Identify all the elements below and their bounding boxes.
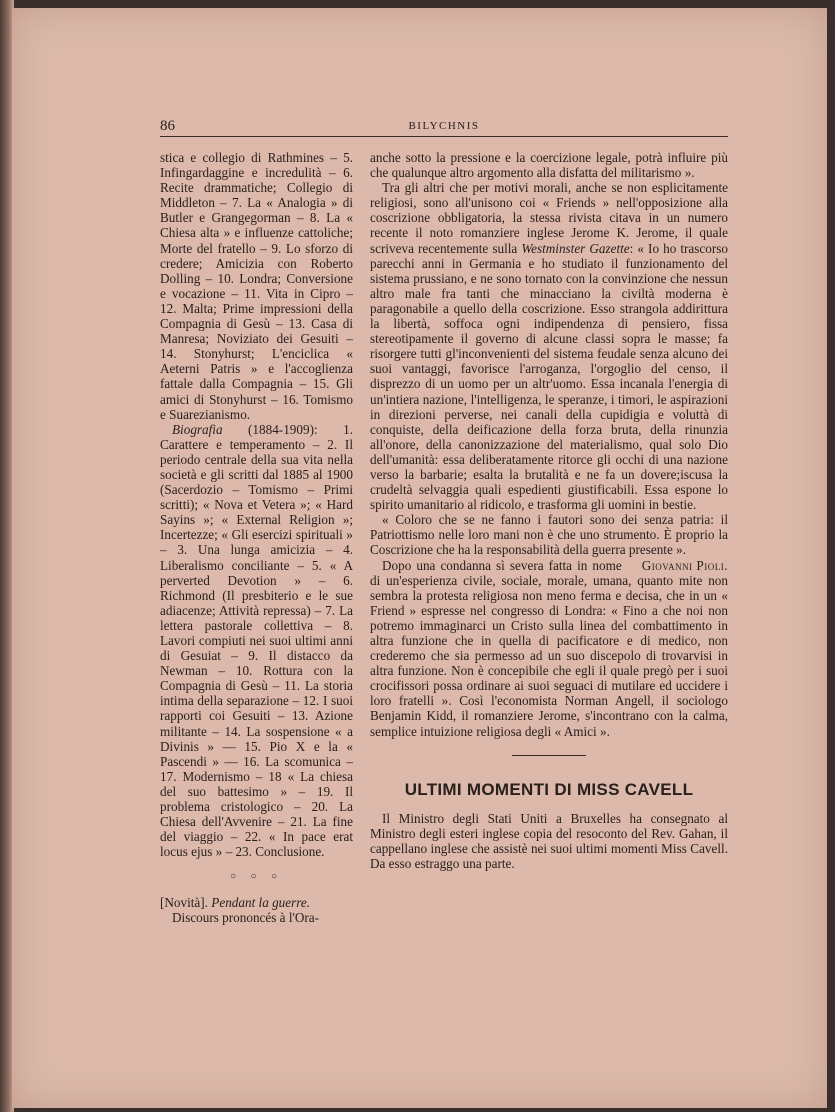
novita-text: Discours prononcés à l'Ora- [172, 909, 320, 925]
running-head: BILYCHNIS [408, 120, 480, 132]
left-paragraph-2 [160, 422, 353, 860]
right-paragraph-2-b: : « Io ho trascorso parecchi anni in Germania e ho studiato il funzionamento del sistema prussiano, e ne sono tornato con la convinzione che nessun altro male fra tanti che minacciano la civiltà moderna è paragonabile a quello della coscrizione. Esso strangola addirittura la libertà, soffoca ogni indipendenza di pensiero, fissa stereotipamente il governo di alcune classi sopra le masse; fa risorgere tutti gl'inconvenienti del sistema feudale senza alcuno dei suoi vantaggi, favorisce l'arroganza, l'orgoglio del censo, il disprezzo di un uomo per un altr'uomo. Essa incanala l'energia di un'intiera nazione, l'intelligenza, le speranze, i timori, le aspirazioni in direzioni perverse, nei canali della cupidigia e voluttà di conquiste, della deificazione della forza bruta, della rinunzia all'onore, della canonizzazione del materialismo, qual solo Dio dell'umanità: essa deliberatamente ritorce gli occhi di una nazione verso la barbarie; esalta la brutalità e ne fa un dovere;iscusa la crudeltà selvaggia quali espedienti giustificabili. Essa espone lo spirito umanitario al ridicolo, e trasforma gli uomini in bestie. [370, 240, 728, 513]
section-title: ULTIMI MOMENTI DI MISS CAVELL [404, 779, 694, 799]
author-signature: Giovanni Pioli. [641, 557, 728, 573]
westminster-gazette: Westminster Gazette [521, 240, 630, 256]
right-column [370, 150, 728, 871]
left-column [160, 150, 353, 925]
novita-title: Pendant la guerre. [211, 894, 311, 910]
right-paragraph-5: Il Ministro degli Stati Uniti a Bruxelles ha consegnato al Ministro degli esteri inglese copia del resoconto del Rev. Gahan, il cappellano inglese che assistè nei suoi ultimi momenti Miss Cavell. Da esso estraggo una parte. [370, 810, 728, 872]
section-separator: ○ ○ ○ [229, 871, 284, 883]
page-header [160, 118, 728, 137]
right-paragraph-1: anche sotto la pressione e la coercizione legale, potrà influire più che qualunque altro argomento alla disfatta del militarismo ». [370, 150, 728, 181]
novita-entry [160, 895, 353, 925]
right-paragraph-2 [370, 180, 728, 512]
right-paragraph-4-text: Dopo una condanna sì severa fatta in nome di un'esperienza civile, sociale, morale, umana, quanto mite non sembra la protesta religiosa non meno ferma e decisa, che in un « Friend » espresse nel congresso di Londra: « Fino a che noi non potremo immaginarci un Cristo sulla linea del combattimento in altra funzione che in quella di pacificatore e di medico, non crederemo che sia permesso ad un suo discepolo di trovarvisi in altra funzione. Non è concepibile che egli il quale pregò per i suoi crocifissori possa ordinare ai suoi seguaci di mutilare ed uccidere i loro fratelli ». Così l'economista Norman Angell, il sociologo Benjamin Kidd, il romanziere Jerome, s'incontrano con la calma, semplice intuizione religiosa degli « Amici ». [370, 557, 728, 739]
biografia-label: Biografia [172, 421, 223, 437]
biografia-text: (1884-1909): 1. Carattere e temperamento – 2. Il periodo centrale della sua vita nella società e gli scritti dal 1885 al 1900 (Sacerdozio – Tomismo – Primi scritti); « Nova et Vetera »; « Hard Sayins »; « External Religion »; Incertezze; « Gli esercizi spirituali » – 3. Una lunga amicizia – 4. Liberalismo conciliante – 5. « A perverted Devotion » – 6. Richmond (Il presbiterio e le sue adiacenze; Attività repressa) – 7. La lettera pastorale collettiva – 8. Lavori compiuti nei suoi ultimi anni di Gesuiat – 9. Il distacco da Newman – 10. Rottura con la Compagnia di Gesù – 11. La storia intima della separazione – 12. I suoi rapporti coi Gesuiti – 13. Azione militante – 14. La sospensione « a Divinis » — 15. Pio X e la « Pascendi » — 16. La scomunica – 17. Modernismo – 18 « La chiesa del suo battesimo » – 19. Il problema cristologico – 20. La Chiesa dell'Avvenire – 21. La fine del viaggio – 22. « In pace erat locus ejus » – 23. Conclusione. [160, 421, 353, 860]
right-paragraph-4 [370, 558, 728, 739]
left-paragraph-1: stica e collegio di Rathmines – 5. Infingardaggine e incredulità – 6. Recite drammatiche; Collegio di Middleton – 7. La « Analogia » di Butler e Grangegorman – 8. La « Chiesa alta » e influenze cattoliche; Morte del fratello – 9. Lo sforzo di credere; Amicizia con Roberto Dolling – 10. Londra; Conversione e vocazione – 11. Vita in Cipro – 12. Malta; Prime impressioni della Compagnia di Gesù – 13. Casa di Manresa; Noviziato dei Gesuiti – 14. Stonyhurst; L'enciclica « Aeterni Patris » e l'accoglienza fattale dalla Compagnia – 15. Gli amici di Stonyhurst – 16. Tomismo e Suarezianismo. [160, 150, 353, 422]
article-divider [512, 755, 586, 756]
right-paragraph-3: « Coloro che se ne fanno i fautori sono dei senza patria: il Patriottismo nelle loro mani non è che uno strumento. È proprio la Coscrizione che ha la responsabilità della guerra presente ». [370, 512, 728, 558]
novita-tag: [Novità]. [160, 894, 208, 910]
right-paragraph-2-a: Tra gli altri che per motivi morali, anche se non esplicitamente religiosi, sono all'unisono coi « Friends » nell'opposizione alla coscrizione obbligatoria, la stessa rivista citava in un numero recente il noto romanziere inglese Jerome K. Jerome, il quale scriveva recentemente sulla [370, 180, 728, 256]
page-number: 86 [160, 118, 175, 134]
